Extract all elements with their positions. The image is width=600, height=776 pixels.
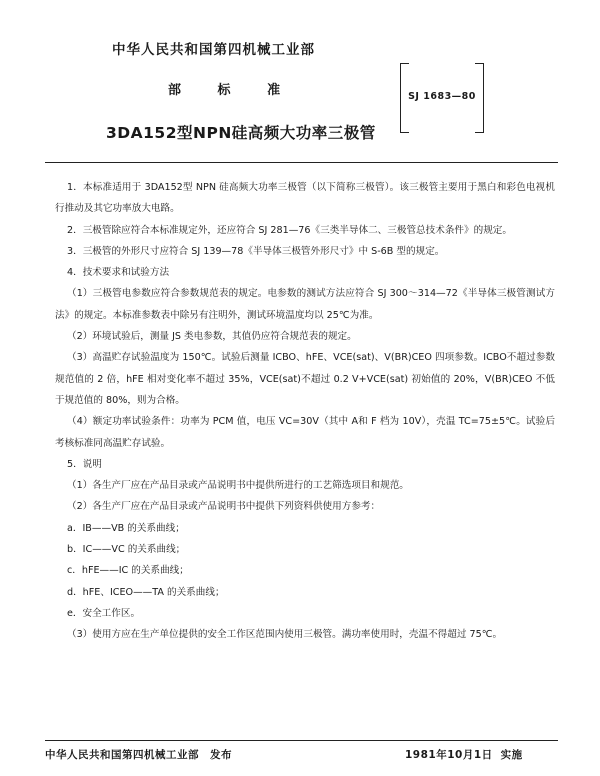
- standard-type-char: 部: [168, 83, 183, 98]
- box-corner-mark: [401, 63, 409, 64]
- box-corner-mark: [401, 132, 409, 133]
- clause-3-outline: 3．三极管的外形尺寸应符合 SJ 139—78《半导体三极管外形尺寸》中 S-6B 型的规定。: [67, 245, 445, 257]
- clause-5-3: （3）使用方应在生产单位提供的安全工作区范围内使用三极管。满功率使用时，壳温不得超过 75℃。: [67, 629, 503, 641]
- clause-4-2: （2）环境试验后，测量 JS 类电参数，其值仍应符合规范表的规定。: [67, 331, 357, 343]
- footer-effective-date: [405, 747, 523, 762]
- clause-1-scope: 1．本标准适用于 3DA152型 NPN 硅高频大功率三极管（以下简称三极管）。该三极管主要用于黑白和彩色电视机行推动及其它功率放大电路。: [55, 182, 555, 215]
- list-item-a: a．IB——VB 的关系曲线；: [67, 522, 185, 534]
- box-corner-mark: [475, 132, 483, 133]
- clause-5-2: （2）各生产厂应在产品目录或产品说明书中提供下列资料供使用方参考：: [67, 501, 381, 513]
- effective-date: 1981年10月1日: [405, 749, 493, 761]
- standard-code-box: [400, 63, 484, 133]
- header-divider: [45, 162, 558, 163]
- list-item-d: d．hFE、ICEO——TA 的关系曲线；: [67, 586, 225, 598]
- footer-divider: [45, 740, 558, 741]
- standard-type-char: 标: [217, 83, 232, 98]
- document-title: 3DA152型NPN硅高频大功率三极管: [106, 124, 376, 142]
- footer-issuer: 中华人民共和国第四机械工业部 发布: [45, 749, 232, 761]
- clause-2-general-conditions: 2．三极管除应符合本标准规定外，还应符合 SJ 281—76《三类半导体二、三极管总技术条件》的规定。: [67, 224, 512, 236]
- clause-4-4: （4）额定功率试验条件：功率为 PCM 值，电压 VC=30V（其中 A和 F 档为 10V），壳温 TC=75±5℃。试验后考核标准同高温贮存试验。: [55, 416, 555, 449]
- box-corner-mark: [475, 63, 483, 64]
- clause-4-heading: 4．技术要求和试验方法: [67, 267, 170, 279]
- standard-code: SJ 1683—80: [408, 91, 476, 102]
- document-body: [55, 177, 555, 646]
- list-item-c: c．hFE——IC 的关系曲线；: [67, 565, 189, 577]
- list-item-e: e．安全工作区。: [67, 607, 141, 619]
- clause-5-1: （1）各生产厂应在产品目录或产品说明书中提供所进行的工艺筛选项目和规范。: [67, 480, 409, 492]
- clause-4-1: （1）三极管电参数应符合参数规范表的规定。电参数的测试方法应符合 SJ 300～314—72《半导体三极管测试方法》的规定。本标准参数表中除另有注明外，测试环境温度均以 25℃为准。: [55, 288, 555, 321]
- ministry-name: 中华人民共和国第四机械工业部: [112, 42, 315, 58]
- standard-type-label: [168, 79, 311, 98]
- clause-5-heading: 5．说明: [67, 458, 102, 470]
- standard-type-char: 准: [267, 83, 282, 98]
- list-item-b: b．IC——VC 的关系曲线；: [67, 544, 186, 556]
- effective-label: 实施: [500, 749, 523, 761]
- clause-4-3: （3）高温贮存试验温度为 150℃。试验后测量 ICBO、hFE、VCE(sat)、V(BR)CEO 四项参数。ICBO不超过参数规范值的 2 倍，hFE 相对变化率不超过 35%，VCE(sat)不超过 0.2 V+VCE(sat) 初始值的 20%，V(BR)CEO 不低于规范值的 80%，则为合格。: [55, 352, 555, 406]
